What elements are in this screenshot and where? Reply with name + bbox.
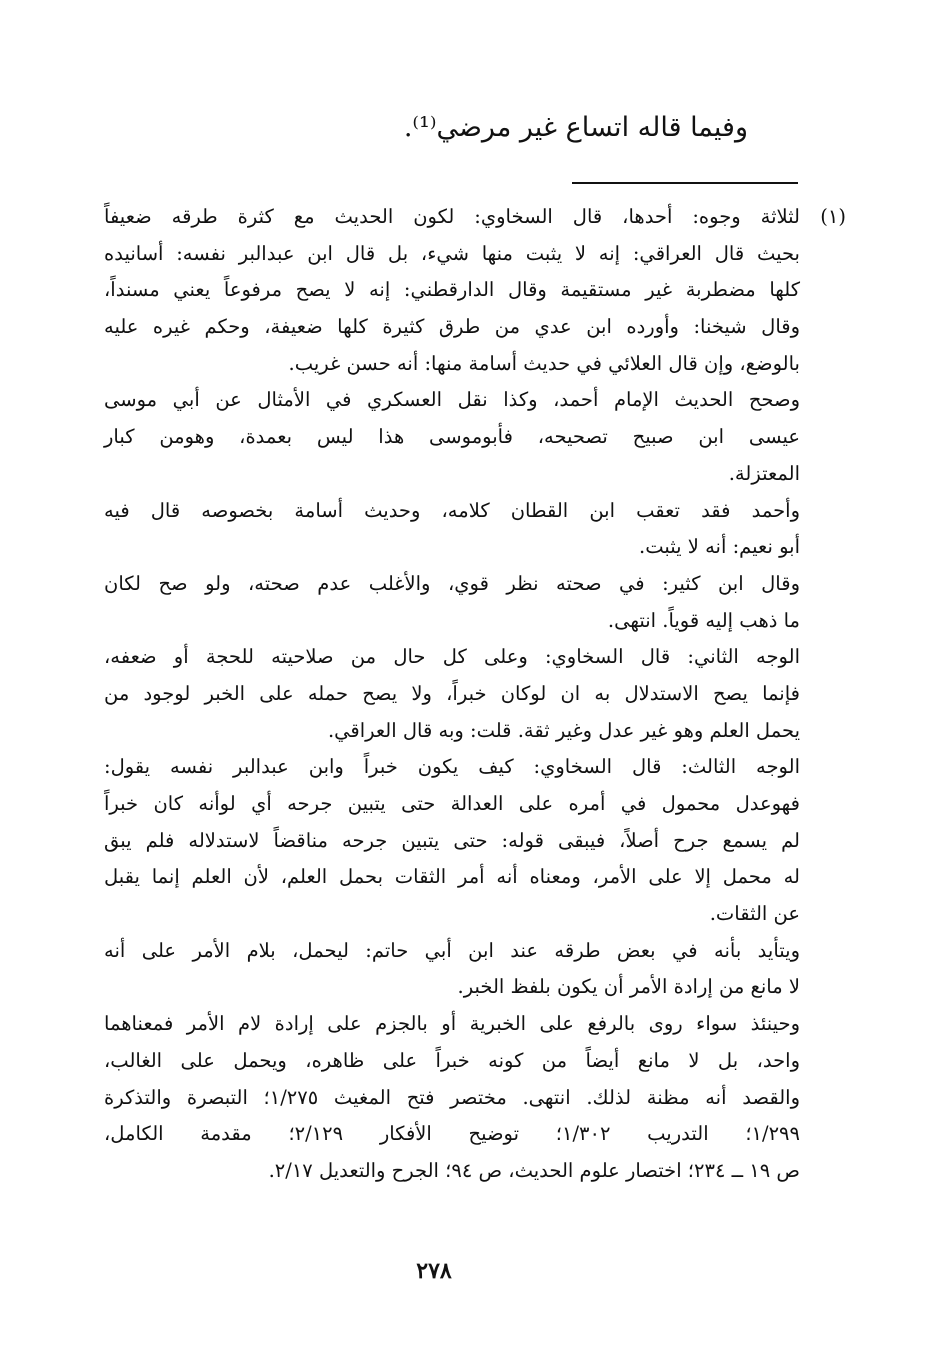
footnote-block: [104, 199, 846, 1190]
footnote-line-text: لثلاثة وجوه: أحدها، قال السخاوي: لكون الحديث مع كثرة طرقه ضعيفاً: [104, 205, 800, 228]
footnote-line: بحيث قال العراقي: إنه لا يثبت منها شيء، بل قال ابن عبدالبر نفسه: أسانيده: [104, 241, 800, 265]
footnote-line: وحينئذ سواء روى بالرفع على الخبرية أو بالجزم على إرادة لام الأمر فمعناهما: [104, 1012, 800, 1036]
main-text-line: وفيما قاله اتساع غير مرضي⁽¹⁾.: [403, 112, 748, 143]
footnote-line: وصحح الحديث الإمام أحمد، وكذا نقل العسكري في الأمثال عن أبي موسى: [104, 388, 800, 412]
footnote-line: ص ١٩ ــ ٢٣٤؛ اختصار علوم الحديث، ص ٩٤؛ الجرح والتعديل ٢/١٧.: [268, 1158, 800, 1182]
footnote-separator: [572, 182, 798, 184]
footnote-line: عيسى ابن صبيح تصحيحه، فأبوموسى هذا ليس بعمدة، وهومن كبار: [104, 425, 800, 449]
footnote-line: وأحمد فقد تعقب ابن القطان كلامه، وحديث أسامة بخصوصه قال فيه: [104, 498, 800, 522]
footnote-line: عن الثقات.: [709, 902, 800, 926]
footnote-line: لم يسمع جرح أصلاً، فيبقى قوله: حتى يتبين جرحه مناقضاً لاستدلاله فلم يبق: [104, 828, 800, 852]
footnote-line: فهوعدل محمول في أمره على العدالة حتى يتبين جرحه أي لوأنه كان خبراً: [104, 792, 800, 815]
footnote-line: ١/٢٩٩؛ التدريب ١/٣٠٢؛ توضيح الأفكار ٢/١٢٩؛ مقدمة الكامل،: [104, 1122, 800, 1146]
footnote-line: لا مانع من إرادة الأمر أن يكون بلفظ الخبر.: [457, 975, 800, 999]
footnote-line: [104, 199, 846, 236]
page-number: ٢٧٨: [416, 1258, 452, 1284]
footnote-line: بالوضع، وإن قال العلائي في حديث أسامة منها: أنه حسن غريب.: [288, 351, 800, 375]
footnote-line: ما ذهب إليه قوياً. انتهى.: [607, 608, 800, 632]
footnote-line: المعتزلة.: [728, 461, 800, 485]
footnote-line: يحمل العلم وهو غير عدل وغير ثقة. قلت: وبه قال العراقي.: [327, 718, 800, 742]
footnote-marker: (١): [820, 205, 846, 228]
footnote-line: الوجه الثالث: قال السخاوي: كيف يكون خبراً وابن عبدالبر نفسه يقول:: [104, 755, 800, 779]
footnote-line: الوجه الثاني: قال السخاوي: وعلى كل حال من صلاحيته للحجة أو ضعفه،: [104, 645, 800, 669]
footnote-line: وقال ابن كثير: في صحته نظر قوي، والأغلب عدم صحته، ولو صح لكان: [104, 571, 800, 595]
footnote-line: وقال شيخنا: وأورده ابن عدي من طرق كثيرة كلها ضعيفة، وحكم غيره عليه: [104, 315, 800, 339]
footnote-line: واحد، بل لا مانع أيضاً من كونه خبراً على ظاهره، ويحمل على الغالب،: [104, 1048, 800, 1072]
footnote-line: فإنما يصح الاستدلال به ان لوكان خبراً، ولا يصح حمله على الخبر لوجود من: [104, 681, 800, 705]
footnote-line: والقصد أنه مظنة لذلك. انتهى. مختصر فتح المغيث ١/٢٧٥؛ التبصرة والتذكرة: [104, 1085, 801, 1109]
footnote-line: له محمل إلا على الأمر، ومعناه أنه أمر الثقات بحمل العلم، لأن العلم إنما يقبل: [104, 865, 800, 889]
footnote-line: ويتأيد بأنه في بعض طرقه عند ابن أبي حاتم: ليحمل، بلام الأمر على أنه: [104, 938, 800, 962]
footnote-line: أبو نعيم: أنه لا يثبت.: [639, 535, 800, 559]
footnote-line: كلها مضطربة غير مستقيمة وقال الدارقطني: إنه لا يصح مرفوعاً يعني مسنداً،: [104, 278, 800, 302]
